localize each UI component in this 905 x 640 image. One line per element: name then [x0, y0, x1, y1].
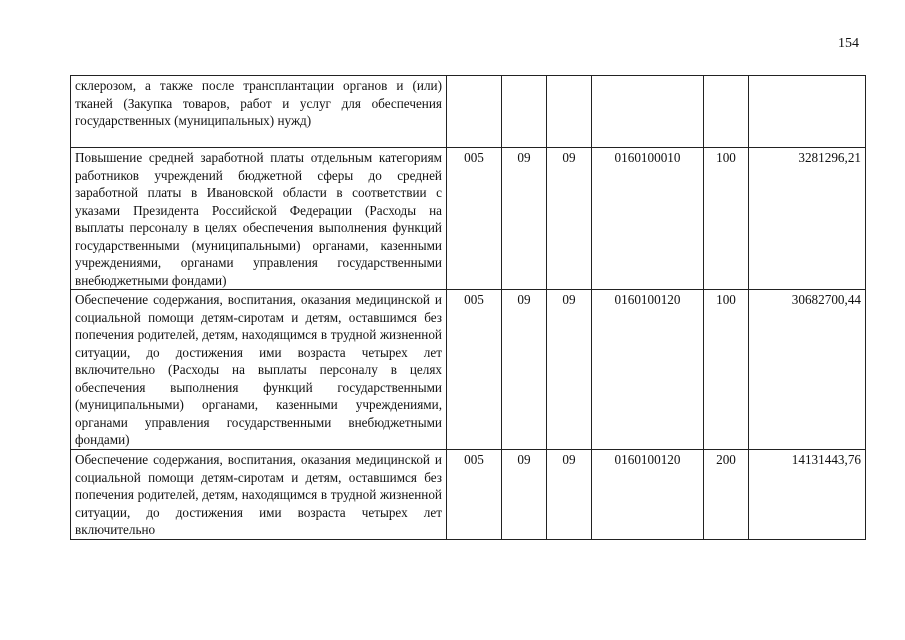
row-subsection-code: 09	[547, 450, 592, 540]
row-expense-type-code: 200	[704, 450, 749, 540]
row-description: Обеспечение содержания, воспитания, оказания медицинской и социальной помощи детям-сиротам и детям, оставшимся без попечения родителей, детям, находящимся в трудной жизненной ситуации, до достижения ими возраста четырех лет включительно (Расходы на выплаты персоналу в целях обеспечения выполнения функций государственными (муниципальными) органами, казенными учреждениями, органами управления государственными внебюджетными фондами)	[71, 290, 447, 450]
row-section-code: 09	[502, 148, 547, 290]
table-row	[71, 148, 866, 290]
table-row	[71, 450, 866, 540]
row-description: Обеспечение содержания, воспитания, оказания медицинской и социальной помощи детям-сиротам и детям, оставшимся без попечения родителей, детям, находящимся в трудной жизненной ситуации, до достижения ими возраста четырех лет включительно	[71, 450, 447, 540]
row-department-code: 005	[447, 450, 502, 540]
row-section-code	[502, 76, 547, 148]
row-expense-type-code: 100	[704, 148, 749, 290]
row-amount: 3281296,21	[749, 148, 866, 290]
row-target-article-code: 0160100010	[592, 148, 704, 290]
row-expense-type-code	[704, 76, 749, 148]
budget-table	[70, 75, 866, 540]
row-section-code: 09	[502, 450, 547, 540]
row-target-article-code	[592, 76, 704, 148]
row-amount: 30682700,44	[749, 290, 866, 450]
row-description: склерозом, а также после трансплантации органов и (или) тканей (Закупка товаров, работ и услуг для обеспечения государственных (муниципальных) нужд)	[71, 76, 447, 148]
row-department-code	[447, 76, 502, 148]
row-department-code: 005	[447, 148, 502, 290]
row-amount: 14131443,76	[749, 450, 866, 540]
row-subsection-code: 09	[547, 148, 592, 290]
page-number: 154	[838, 36, 859, 51]
table-row	[71, 290, 866, 450]
row-amount	[749, 76, 866, 148]
row-department-code: 005	[447, 290, 502, 450]
row-target-article-code: 0160100120	[592, 290, 704, 450]
row-description: Повышение средней заработной платы отдельным категориям работников учреждений бюджетной сферы до средней заработной платы в Ивановской области в соответствии с указами Президента Российской Федерации (Расходы на выплаты персоналу в целях обеспечения выполнения функций государственными (муниципальными) органами, казенными учреждениями, органами управления государственными внебюджетными фондами)	[71, 148, 447, 290]
row-subsection-code: 09	[547, 290, 592, 450]
row-expense-type-code: 100	[704, 290, 749, 450]
row-target-article-code: 0160100120	[592, 450, 704, 540]
row-section-code: 09	[502, 290, 547, 450]
table-row	[71, 76, 866, 148]
row-subsection-code	[547, 76, 592, 148]
